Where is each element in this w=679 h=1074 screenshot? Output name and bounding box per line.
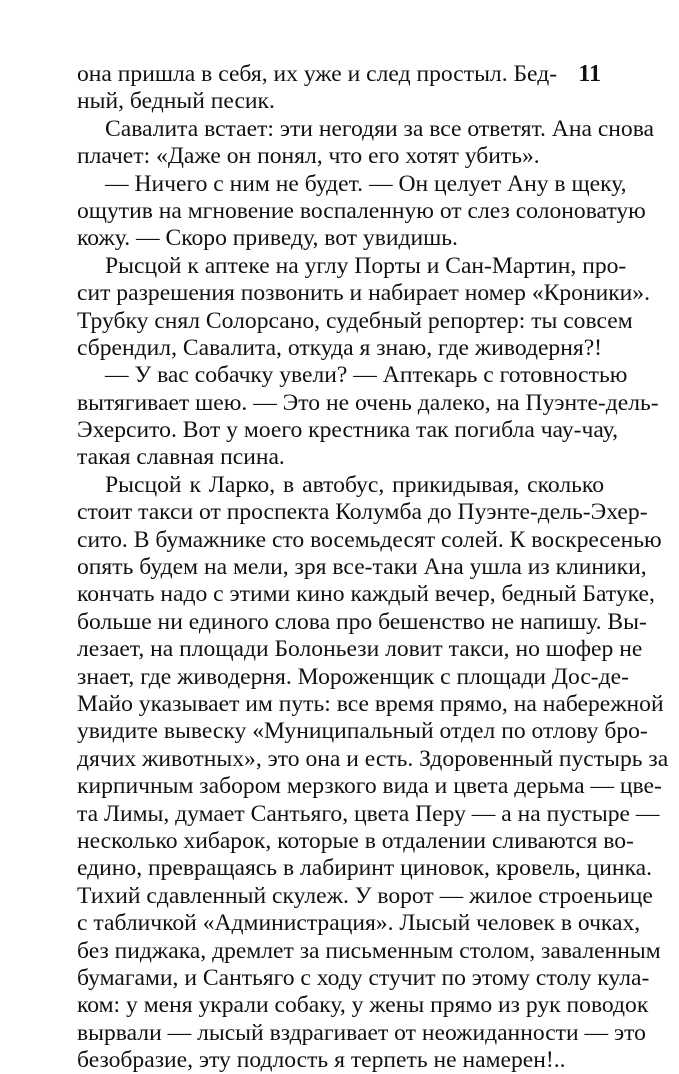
text-line: сито. В бумажнике сто восемьдесят солей. К воскресенью (77, 526, 662, 553)
text-line: плачет: «Даже он понял, что его хотят убить». (77, 143, 540, 170)
text-line: знает, где живодерня. Мороженщик с площади Дос-де- (77, 663, 629, 690)
text-line: она пришла в себя, их уже и след простыл. Бед- (77, 61, 558, 87)
text-line: увидите вывеску «Муниципальный отдел по отлову бро- (77, 718, 648, 745)
text-line: стоит такси от проспекта Колумба до Пуэнте-дель-Эхер- (77, 499, 648, 526)
text-line: ком: у меня украли собаку, у жены прямо из рук поводок (77, 992, 649, 1019)
page-number: 11 (578, 61, 601, 87)
text-line: кончать надо с этими кино каждый вечер, бедный Батуке, (77, 581, 655, 608)
text-line: с табличкой «Администрация». Лысый человек в очках, (77, 910, 641, 937)
text-line: вырвали — лысый вздрагивает от неожиданности — это (77, 1019, 646, 1046)
text-line: Эхерсито. Вот у моего крестника так погибла чау-чау, (77, 417, 618, 444)
text-line: едино, превращаясь в лабиринт циновок, кровель, цинка. (77, 855, 653, 882)
text-line: — У вас собачку увели? — Аптекарь с готовностью (105, 362, 628, 389)
text-line: бумагами, и Сантьяго с ходу стучит по этому столу кула- (77, 964, 650, 991)
text-line: Майо указывает им путь: все время прямо, на набережной (77, 690, 664, 717)
text-line: несколько хибарок, которые в отдалении сливаются во- (77, 827, 634, 854)
text-line: безобразие, эту подлость я терпеть не намерен!.. (77, 1047, 566, 1074)
text-line: больше ни единого слова про бешенство не напишу. Вы- (77, 608, 647, 635)
text-line: Рысцой к аптеке на углу Порты и Сан-Мартин, про- (105, 252, 627, 279)
text-line: опять будем на мели, зря все-таки Ана ушла из клиники, (77, 554, 647, 581)
text-line: дячих животных», это она и есть. Здоровенный пустырь за (77, 745, 669, 772)
text-line: кожу. — Скоро приведу, вот увидишь. (77, 225, 458, 252)
text-line: — Ничего с ним не будет. — Он целует Ану в щеку, (105, 170, 627, 197)
text-line: вытягивает шею. — Это не очень далеко, на Пуэнте-дель- (77, 389, 659, 416)
text-line: ощутив на мгновение воспаленную от слез солоноватую (77, 197, 646, 224)
text-line: Савалита встает: эти негодяи за все ответят. Ана снова (105, 115, 655, 142)
text-line: кирпичным забором мерзкого вида и цвета дерьма — цве- (77, 773, 662, 800)
text-line: та Лимы, думает Сантьяго, цвета Перу — а на пустыре — (77, 800, 660, 827)
text-line: Трубку снял Солорсано, судебный репортер: ты совсем (77, 307, 633, 334)
text-line: Рысцой к Ларко, в автобус, прикидывая, сколько (105, 471, 604, 498)
text-line: ный, бедный песик. (77, 88, 275, 115)
text-line: без пиджака, дремлет за письменным столом, заваленным (77, 937, 661, 964)
text-line: лезает, на площади Болоньези ловит такси, но шофер не (77, 636, 643, 663)
text-line: Тихий сдавленный скулеж. У ворот — жилое строеньице (77, 882, 653, 909)
text-line: сбрендил, Савалита, откуда я знаю, где живодерня?! (77, 334, 603, 361)
text-line: такая славная псина. (77, 444, 285, 471)
page-text (77, 61, 669, 1074)
text-line: сит разрешения позвонить и набирает номер «Кроники». (77, 280, 650, 307)
